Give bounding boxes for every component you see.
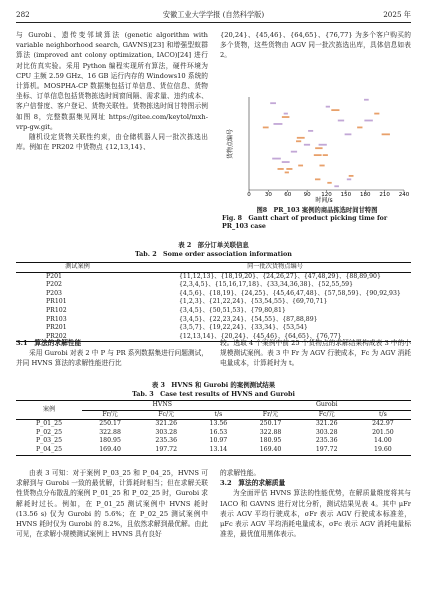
gantt-bar (296, 140, 301, 142)
table2-cell-batch: {11,12,13}、{18,19,20}、{24,26,27}、{47,48,29}、{88,89,90} (179, 272, 381, 280)
table3-cell-value: 14.00 (374, 437, 392, 445)
table3-cell-case: P_04_25 (35, 445, 63, 453)
table3-cell-value: 13.14 (209, 445, 228, 453)
y-axis-label: 货物点编号 (227, 128, 234, 160)
table2-row (16, 316, 411, 325)
section-heading: 3.2 算法的求解质量 (220, 479, 286, 488)
running-header (16, 10, 411, 23)
table3-cell-value: 322.88 (259, 428, 282, 436)
gantt-bar (382, 133, 390, 135)
table3 (16, 400, 411, 456)
x-tick-label: 0 (247, 192, 251, 198)
table2-cell-batch: {4,5,6}、{18,19}、{24,25}、{45,46,47,48}、{57,58,59}、{90,92,93} (179, 289, 401, 297)
figure-caption-cn: 图8 PR_103 案例的商品拣选时间甘特图 (256, 207, 378, 214)
table2-cell-batch: {3,5,7}、{19,22,24}、{33,34}、{53,54} (179, 324, 308, 332)
table2-row (16, 272, 411, 281)
gantt-bar (263, 127, 269, 129)
table3-caption-en: Tab. 3 Case test results of HVNS and Gurobi (132, 389, 295, 398)
table2-cell-batch: {3,4,5}、{50,51,53}、{79,80,81} (179, 306, 286, 314)
table3-subheader: Fr/元 (102, 410, 118, 418)
gantt-chart (224, 92, 411, 204)
gantt-bar (345, 133, 352, 135)
x-tick-label: 60 (284, 192, 292, 198)
gantt-bar (282, 116, 290, 118)
table3-cell-case: P_01_25 (35, 420, 63, 428)
table2-cell-batch: {2,3,4,5}、{15,16,17,18}、{33,34,36,38}、{52,55,59} (179, 281, 354, 289)
table2-cell-case: PR202 (46, 332, 67, 340)
body-paragraph: 较。选取 4 个案例中前 25 个货物点的求解结果构成表 3 中的小规模测试案例。表 3 中 Fr 为 AGV 行驶成本，Fc 为 AGV 消耗电量成本，计算耗时为 t。 (220, 339, 411, 368)
table3-cell-value: 235.36 (155, 437, 178, 445)
table2-row (16, 298, 411, 307)
table3-row (16, 420, 411, 429)
table3-cell-case: P_03_25 (35, 437, 63, 445)
left-column-top (16, 30, 208, 152)
table3-cell-value: 303.28 (155, 428, 178, 436)
gantt-bar (297, 137, 305, 139)
x-tick-label: 120 (321, 192, 332, 198)
table3-cell-value: 19.60 (374, 445, 392, 453)
section31-left (16, 338, 208, 369)
gantt-bar (285, 172, 289, 174)
body-paragraph: 为全面评估 HVNS 算法的性能优势，在解质量维度将其与 IACO 和 GAVNS 进行对比分析，测试结果见表 4。其中 μFr 表示 AGV 平均行驶成本，σFr 表示 AGV 行驶成本标准差，μFc 表示 AGV 平均消耗电量成本，σFc 表示 AGV 消耗电量标准差，最优值用黑体表示。 (220, 489, 411, 539)
gantt-bar (331, 109, 339, 111)
table2-caption-cn: 表 2 部分订单关联信息 (178, 241, 249, 249)
table3-cell-value: 10.97 (209, 437, 228, 445)
table3-cell-value: 235.36 (315, 437, 338, 445)
gantt-bar (278, 168, 284, 170)
gantt-bar (298, 165, 303, 167)
gantt-bar (347, 178, 351, 180)
page-number: 282 (16, 10, 30, 19)
gantt-bar (327, 182, 331, 184)
x-axis-label: 时间/s (315, 197, 333, 204)
gantt-bar (315, 147, 322, 149)
table2-row (16, 324, 411, 333)
table3-subheader: t/s (214, 410, 223, 418)
table3-cell-value: 197.72 (155, 445, 178, 453)
body-paragraph: 由表 3 可知：对于案例 P_03_25 和 P_04_25，HVNS 可求解到与 Gurobi 一致的最优解，计算耗时相当；但在求解关联性货物点分布散乱的案例 P_01_25 和 P_02_25 时，Gurobi 求解耗时过长。例如，在 P_01_25 测试案例中 HVNS 耗时 (13.56 s) 仅为 Gurobi 的 5.6%；在 P_02_25 测试案例中 HVNS 耗时仅为 Gurobi 的 8.2%，且依然求解到最优解。由此可见，在求解小规模测试案例上 HVNS 具有良好 (16, 469, 208, 539)
table3-header-hvns: HVNS (82, 401, 242, 411)
gantt-bar (315, 178, 320, 180)
gantt-bar (338, 120, 344, 122)
table3-cell-value: 322.88 (99, 428, 121, 436)
table3-row (16, 437, 411, 446)
table2-cell-case: PR101 (46, 298, 67, 306)
body-paragraph: 随机设定货物关联性约束，由仓储机器人同一批次拣选出库。例如在 PR202 中货物点 {12,13,14}、 (16, 133, 208, 152)
gantt-bars (263, 99, 390, 187)
gantt-bar (284, 113, 288, 115)
table2-cell-batch: {12,13,14}、{20,24}、{45,46}、{64,65}、{76,77} (179, 332, 342, 340)
table2-cell-case: PR201 (46, 324, 67, 332)
section-heading: 3.1 算法的求解性能 (16, 339, 82, 347)
table3-caption-cn: 表 3 HVNS 和 Gurobi 的案例测试结果 (151, 381, 276, 389)
figure-caption-en: Fig. 8 Gantt chart of product picking time for PR_103 case (222, 215, 388, 231)
gantt-bar (319, 165, 324, 167)
section31-right (220, 338, 411, 369)
table3-cell-value: 201.50 (372, 428, 394, 436)
gantt-bar (364, 120, 372, 122)
table3-header-case: 案例 (16, 401, 82, 420)
gantt-bar (291, 151, 297, 153)
gantt-bar (374, 113, 379, 115)
left-column-bottom (16, 468, 208, 539)
table3-cell-value: 197.72 (315, 445, 338, 453)
gantt-bar (304, 144, 310, 146)
gantt-bar (349, 175, 354, 177)
table2-cell-case: P201 (46, 272, 62, 280)
table2-header-case: 测试案例 (65, 263, 90, 270)
table2-cell-case: P203 (46, 289, 62, 297)
body-paragraph: 采用 Gurobi 对表 2 中 P 与 PR 系列数据集进行问题测试，并同 HVNS 算法的求解性能进行比 (16, 349, 208, 368)
table3-header-gurobi: Gurobi (242, 401, 411, 411)
gantt-bar (286, 168, 292, 170)
gantt-bar (334, 185, 339, 187)
figure-caption (222, 207, 412, 232)
year: 2025 年 (383, 10, 411, 19)
journal-title: 安徽工业大学学报 (自然科学版) (162, 10, 265, 19)
gantt-bar (319, 144, 327, 146)
gantt-bar (314, 154, 322, 156)
gantt-bar (323, 154, 328, 156)
table3-row (16, 446, 411, 455)
table3-cell-value: 180.95 (259, 437, 282, 445)
table3-subheader: Fc/元 (158, 410, 175, 418)
chart-axes (249, 97, 404, 190)
gantt-bar (308, 130, 313, 132)
x-tick-label: 90 (303, 192, 311, 198)
gantt-bar (273, 123, 282, 125)
table2-cell-case: PR103 (46, 315, 67, 323)
table2-cell-batch: {1,2,3}、{21,22,24}、{53,54,55}、{69,70,71} (179, 298, 328, 306)
x-tick-label: 240 (398, 192, 410, 198)
right-column-bottom (220, 468, 411, 539)
table2 (16, 262, 411, 342)
table3-caption (16, 381, 411, 398)
x-tick-label: 30 (264, 192, 272, 198)
x-tick-label: 210 (379, 192, 390, 198)
table3-subheader: Fr/元 (262, 410, 279, 418)
table3-cell-value: 250.17 (259, 420, 282, 428)
gantt-bar (326, 106, 330, 108)
table3-cell-value: 321.26 (315, 420, 338, 428)
gantt-bar (270, 102, 276, 104)
right-column-top (220, 30, 411, 61)
table2-row (16, 290, 411, 299)
table3-cell-value: 16.53 (209, 428, 228, 436)
table3-cell-value: 303.28 (315, 428, 338, 436)
table3-cell-value: 13.56 (209, 420, 228, 428)
table2-row (16, 281, 411, 290)
table3-row (16, 429, 411, 438)
table2-row (16, 307, 411, 316)
body-paragraph: 的求解性能。 (220, 469, 261, 477)
table3-subheader: t/s (379, 410, 387, 418)
body-paragraph: {20,24}、{45,46}、{64,65}、{76,77} 为多个客户购买的多个货物，这些货物由 AGV 同一批次拣选出库，具体信息如表 2。 (220, 31, 411, 60)
x-tick-label: 150 (340, 192, 352, 198)
table2-caption-en: Tab. 2 Some order association information (135, 249, 292, 258)
table2-cell-batch: {3,4,5}、{22,23,24}、{54,55}、{87,88,89} (179, 315, 318, 323)
table3-cell-value: 242.97 (372, 420, 394, 428)
table2-caption (16, 241, 411, 258)
table2-header-batch: 同一批次货物点编号 (247, 263, 303, 270)
table3-cell-value: 169.40 (259, 445, 282, 453)
gantt-bar (282, 161, 290, 163)
gantt-bar (357, 127, 362, 129)
table3-cell-value: 321.26 (155, 420, 178, 428)
table3-cell-value: 180.95 (99, 437, 121, 445)
body-paragraph: 与 Gurobi、遗传变邻域算法 (genetic algorithm with variable neighborhood search, GAVNS)[23] 和增强型蚁群算法 (improved ant colony optimization, IACO)[24] 进行对比仿真实验。采用 Python 编程实现所有算法，硬件环境为 CPU 主频 2.59 GHz、16 GB 运行内存的 Windows10 系统的计算机。MOSPHA-CP 数据集包括订单信息、货位信息、货物坐标、订单信息包括货物拣选时间窗间隔、需求量、违约成本、客户信誉度、客户登记、货物关联性。货物拣选时间甘特图示例如图 8，完整数据集见网址 https://gitee.com/keytol/mxh-vrp-gw.git。 (16, 31, 208, 131)
table3-cell-case: P_02_25 (35, 428, 63, 436)
table3-subheader: Fc/元 (318, 410, 335, 418)
table3-cell-value: 250.17 (99, 420, 121, 428)
gantt-bar (364, 99, 369, 101)
x-tick-label: 180 (360, 192, 371, 198)
table2-cell-case: PR102 (46, 306, 67, 314)
table2-cell-case: P202 (46, 281, 62, 289)
table3-cell-value: 169.40 (99, 445, 121, 453)
gantt-bar (272, 158, 281, 160)
